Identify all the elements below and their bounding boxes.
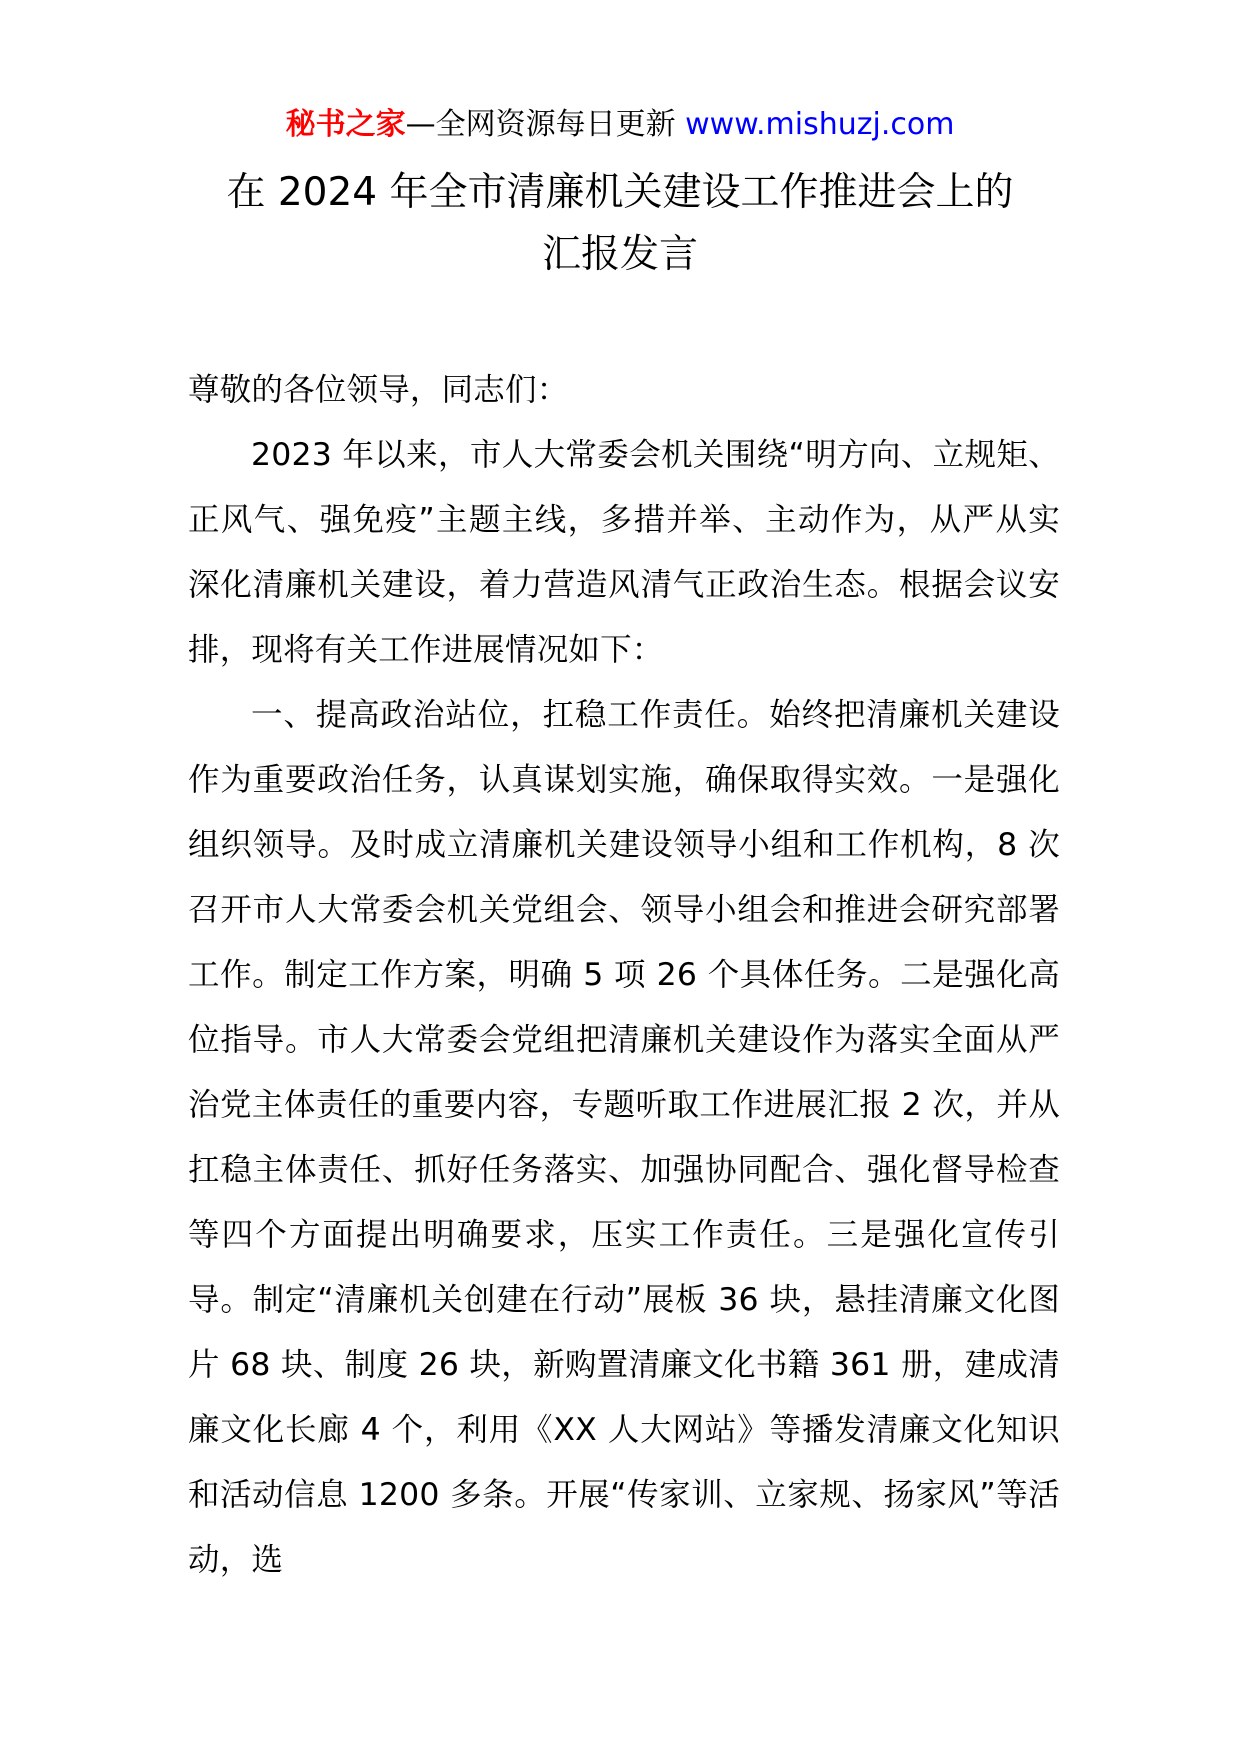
site-url-link[interactable]: www.mishuzj.com <box>685 107 955 142</box>
salutation: 尊敬的各位领导，同志们： <box>188 372 569 408</box>
document-title-line-1: 在 2024 年全市清廉机关建设工作推进会上的 <box>226 170 1014 215</box>
document-title <box>0 162 1240 286</box>
paragraph-section-one: 一、提高政治站位，扛稳工作责任。始终把清廉机关建设作为重要政治任务，认真谋划实施，确保取得实效。一是强化组织领导。及时成立清廉机关建设领导小组和工作机构，8 次召开市人大常委会机关党组会、领导小组会和推进会研究部署工作。制定工作方案，明确 5 项 26 个具体任务。二是强化高位指导。市人大常委会党组把清廉机关建设作为落实全面从严治党主体责任的重要内容，专题听取工作进展汇报 2 次，并从扛稳主体责任、抓好任务落实、加强协同配合、强化督导检查等四个方面提出明确要求，压实工作责任。三是强化宣传引导。制定“清廉机关创建在行动”展板 36 块，悬挂清廉文化图片 68 块、制度 26 块，新购置清廉文化书籍 361 册，建成清廉文化长廊 4 个，利用《XX 人大网站》等播发清廉文化知识和活动信息 1200 多条。开展“传家训、立家规、扬家风”等活动，选 <box>188 697 1060 1578</box>
paragraph-intro: 2023 年以来，市人大常委会机关围绕“明方向、立规矩、正风气、强免疫”主题主线，多措并举、主动作为，从严从实深化清廉机关建设，着力营造风清气正政治生态。根据会议安排，现将有关工作进展情况如下： <box>188 437 1060 668</box>
document-body <box>188 358 1060 1593</box>
site-header <box>0 100 1240 150</box>
document-title-line-2: 汇报发言 <box>541 232 698 277</box>
site-tagline: —全网资源每日更新 <box>405 107 676 142</box>
site-brand: 秘书之家 <box>285 107 406 142</box>
